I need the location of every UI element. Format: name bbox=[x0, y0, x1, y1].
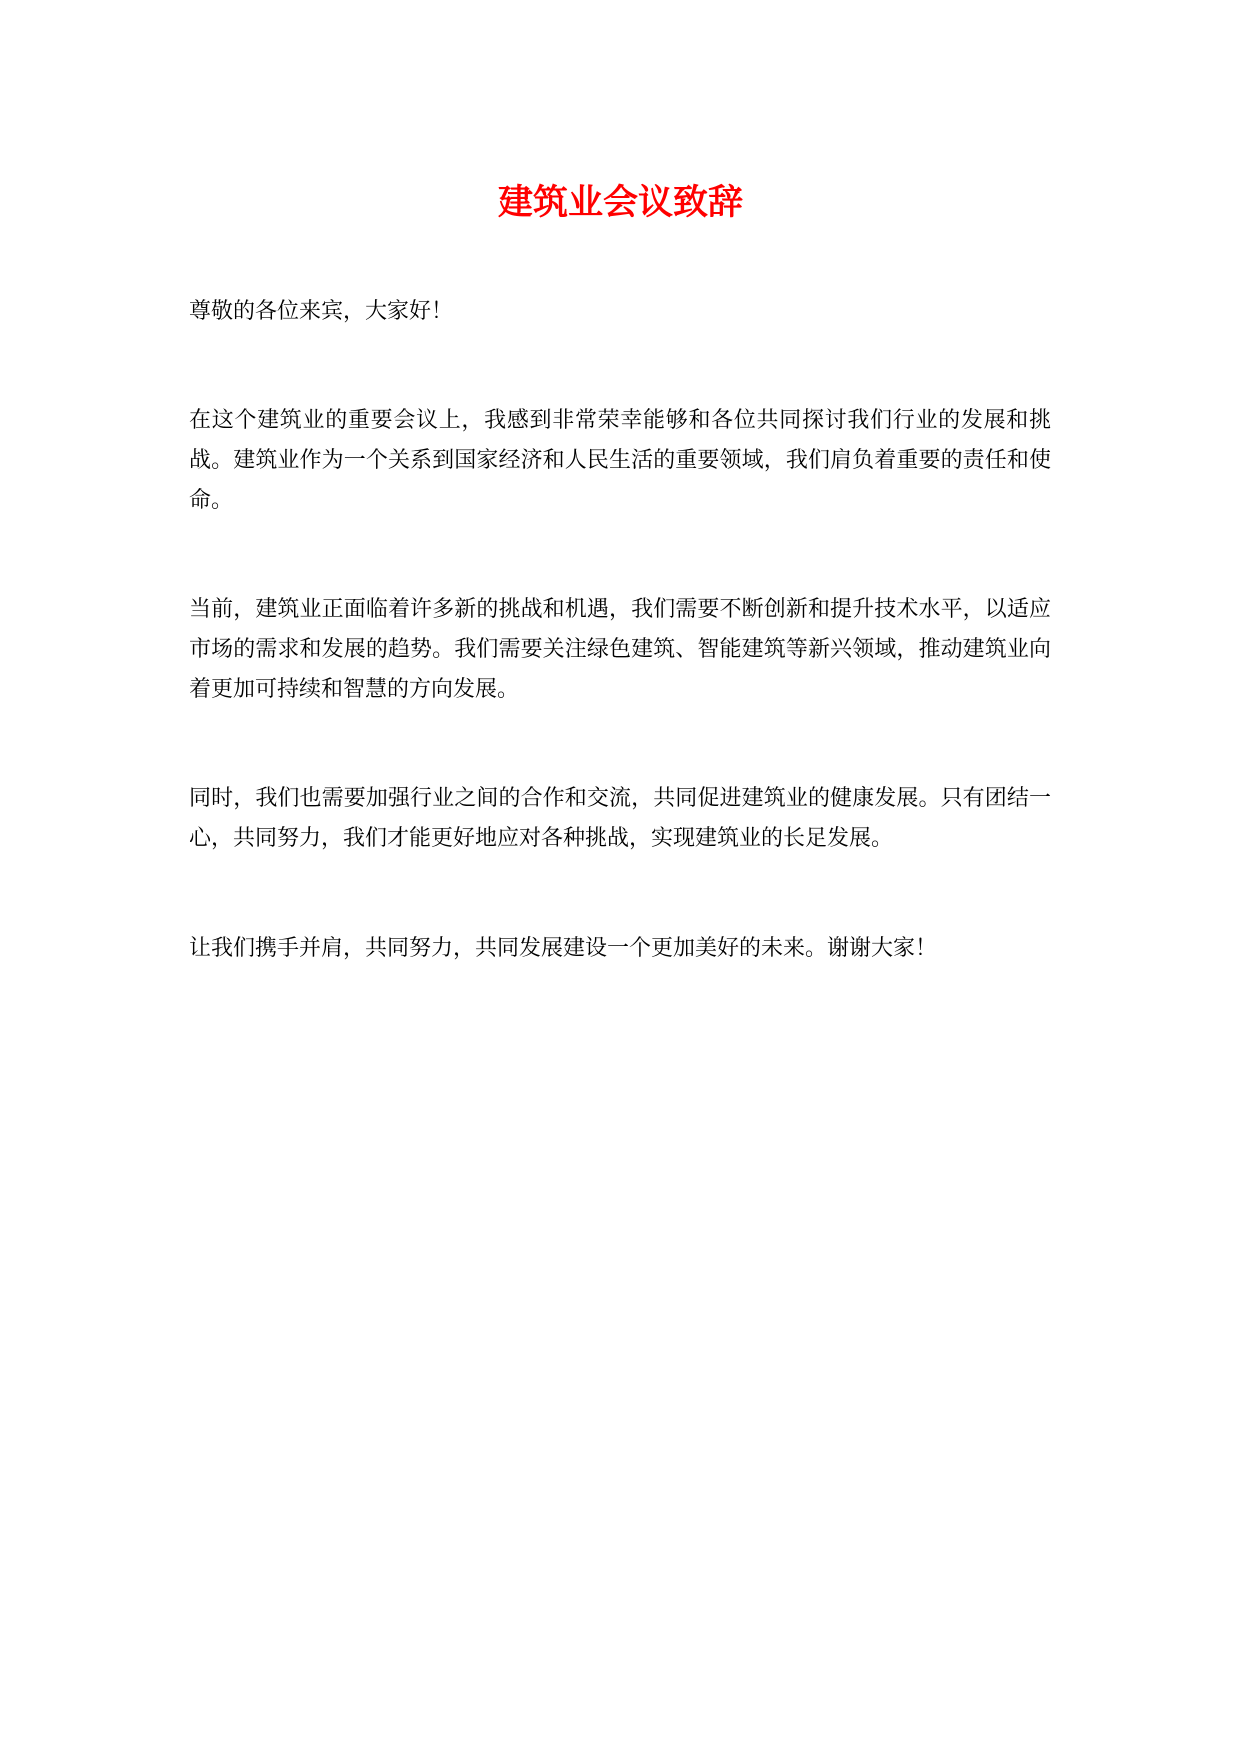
document-title: 建筑业会议致辞 bbox=[497, 183, 743, 223]
body-paragraph: 当前，建筑业正面临着许多新的挑战和机遇，我们需要不断创新和提升技术水平，以适应市场的需求和发展的趋势。我们需要关注绿色建筑、智能建筑等新兴领域，推动建筑业向着更加可持续和智慧的方向发展。 bbox=[189, 597, 1051, 702]
greeting-paragraph: 尊敬的各位来宾，大家好！ bbox=[189, 299, 454, 324]
closing-paragraph: 让我们携手并肩，共同努力，共同发展建设一个更加美好的未来。谢谢大家！ bbox=[189, 936, 938, 961]
body-paragraph: 在这个建筑业的重要会议上，我感到非常荣幸能够和各位共同探讨我们行业的发展和挑战。建筑业作为一个关系到国家经济和人民生活的重要领域，我们肩负着重要的责任和使命。 bbox=[189, 408, 1051, 513]
body-paragraph: 同时，我们也需要加强行业之间的合作和交流，共同促进建筑业的健康发展。只有团结一心，共同努力，我们才能更好地应对各种挑战，实现建筑业的长足发展。 bbox=[189, 786, 1051, 851]
